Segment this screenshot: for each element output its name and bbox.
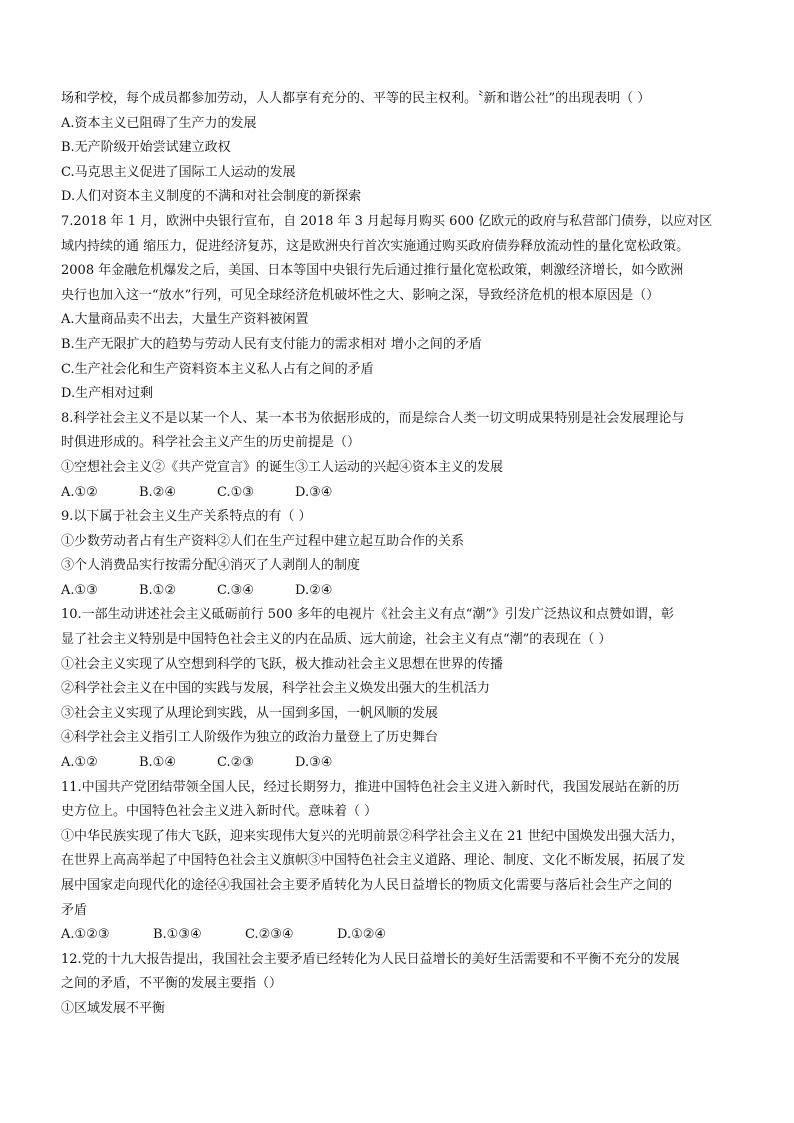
answer-options-row: [61, 751, 733, 776]
answer-options-row: [61, 579, 733, 604]
statement-line: ①中华民族实现了伟大飞跃，迎来实现伟大复兴的光明前景②科学社会主义在 21 世纪中国焕发出强大活力，: [61, 828, 684, 844]
answer-options-row: [61, 923, 733, 948]
statement-line: 在世界上高高举起了中国特色社会主义旗帜③中国特色社会主义道路、理论、制度、文化不断发展，拓展了发: [61, 853, 686, 869]
answer-option-c: C.①③: [217, 484, 254, 500]
answer-option: B.无产阶级开始尝试建立政权: [61, 140, 231, 156]
answer-option-a: A.①③: [61, 582, 98, 598]
question-8-stem: 8.科学社会主义不是以某一个人、某一本书为依据形成的，而是综合人类一切文明成果特别是社会发展理论与: [61, 410, 685, 426]
answer-option-c: C.③④: [217, 582, 254, 598]
answer-option-b: B.①②: [139, 582, 176, 598]
question-10-stem: 10.一部生动讲述社会主义砥砺前行 500 多年的电视片《社会主义有点“潮”》引发广泛热议和点赞如谓，彰: [61, 607, 675, 623]
document-page: [61, 87, 733, 1022]
question-9-stem: 9.以下属于社会主义生产关系特点的有（ ）: [61, 509, 312, 525]
answer-option-b: B.①③④: [153, 927, 202, 943]
answer-option-b: B.①④: [139, 755, 176, 771]
statement-line: ①社会主义实现了从空想到科学的飞跃，极大推动社会主义思想在世界的传播: [61, 656, 504, 672]
answer-option-b: B.②④: [139, 484, 176, 500]
answer-option: D.生产相对过剩: [61, 386, 154, 402]
statement-line: ①空想社会主义②《共产党宣言》的诞生③工人运动的兴起④资本主义的发展: [61, 459, 504, 475]
question-stem-line: 场和学校，每个成员都参加劳动，人人都享有充分的、平等的民主权利。〝新和谐公社”的出现表明（ ）: [61, 91, 651, 106]
answer-option: C.生产社会化和生产资料资本主义私人占有之间的矛盾: [61, 361, 374, 377]
answer-option-a: A.①②: [61, 755, 98, 771]
question-7-stem: 2008 年金融危机爆发之后，美国、日本等国中央银行先后通过推行量化宽松政策，刺激经济增长，如今欧洲: [61, 263, 684, 279]
answer-option: D.人们对资本主义制度的不满和对社会制度的新探索: [61, 189, 362, 205]
answer-option-d: D.③④: [295, 755, 333, 771]
question-11-stem: 史方位上。中国特色社会主义进入新时代。意味着（ ）: [61, 804, 378, 820]
answer-option-a: A.①②③: [61, 927, 110, 943]
answer-option: B.生产无限扩大的趋势与劳动人民有支付能力的需求相对 增小之间的矛盾: [61, 336, 482, 352]
question-7-stem: 7.2018 年 1 月，欧洲中央银行宣布，自 2018 年 3 月起每月购买 600 亿欧元的政府与私营部门债券，以应对区: [61, 213, 713, 229]
statement-line: ④科学社会主义指引工人阶级作为独立的政治力量登上了历史舞台: [61, 730, 439, 746]
question-7-stem: 央行也加入这一“放水”行列，可见全球经济危机破坏性之大、影响之深，导致经济危机的根本原因是（）: [61, 287, 660, 303]
answer-option: C.马克思主义促进了国际工人运动的发展: [61, 164, 296, 180]
answer-option-c: C.②③: [217, 755, 254, 771]
answer-option-c: C.②③④: [245, 927, 294, 943]
answer-option: A.资本主义已阻碍了生产力的发展: [61, 115, 257, 131]
statement-line: ②科学社会主义在中国的实践与发展，科学社会主义焕发出强大的生机活力: [61, 681, 491, 697]
question-12-stem: 12.党的十九大报告提出，我国社会主要矛盾已经转化为人民日益增长的美好生活需要和不平衡不充分的发展: [61, 951, 680, 967]
statement-line: ③社会主义实现了从理论到实践，从一国到多国，一帆风顺的发展: [61, 705, 439, 721]
question-12-stem: 之间的矛盾，不平衡的发展主要指（）: [61, 976, 283, 992]
answer-option-d: D.①②④: [337, 927, 387, 943]
answer-options-row: [61, 481, 733, 506]
statement-line: ①少数劳动者占有生产资料②人们在生产过程中建立起互助合作的关系: [61, 533, 465, 549]
answer-option-a: A.①②: [61, 484, 98, 500]
question-8-stem: 时俱进形成的。科学社会主义产生的历史前提是（）: [61, 435, 361, 451]
question-11-stem: 11.中国共产党团结带领全国人民，经过长期努力，推进中国特色社会主义进入新时代，我国发展站在新的历: [61, 779, 680, 795]
question-10-stem: 显了社会主义特别是中国特色社会主义的内在品质、远大前途，社会主义有点“潮”的表现在（ ）: [61, 632, 612, 648]
statement-line: ①区域发展不平衡: [61, 1000, 166, 1016]
statement-line: ③个人消费品实行按需分配④消灭了人剥削人的制度: [61, 558, 361, 574]
question-7-stem: 域内持续的通 缩压力，促进经济复苏，这是欧洲央行首次实施通过购买政府债券释放流动性的量化宽松政策。: [61, 238, 690, 254]
answer-option-d: D.③④: [295, 484, 333, 500]
statement-line: 展中国家走向现代化的途径④我国社会主要矛盾转化为人民日益增长的物质文化需要与落后社会生产之间的: [61, 878, 673, 893]
answer-option-d: D.②④: [295, 582, 333, 598]
statement-line: 矛盾: [61, 902, 88, 918]
answer-option: A.大量商品卖不出去，大量生产资料被闲置: [61, 312, 309, 328]
